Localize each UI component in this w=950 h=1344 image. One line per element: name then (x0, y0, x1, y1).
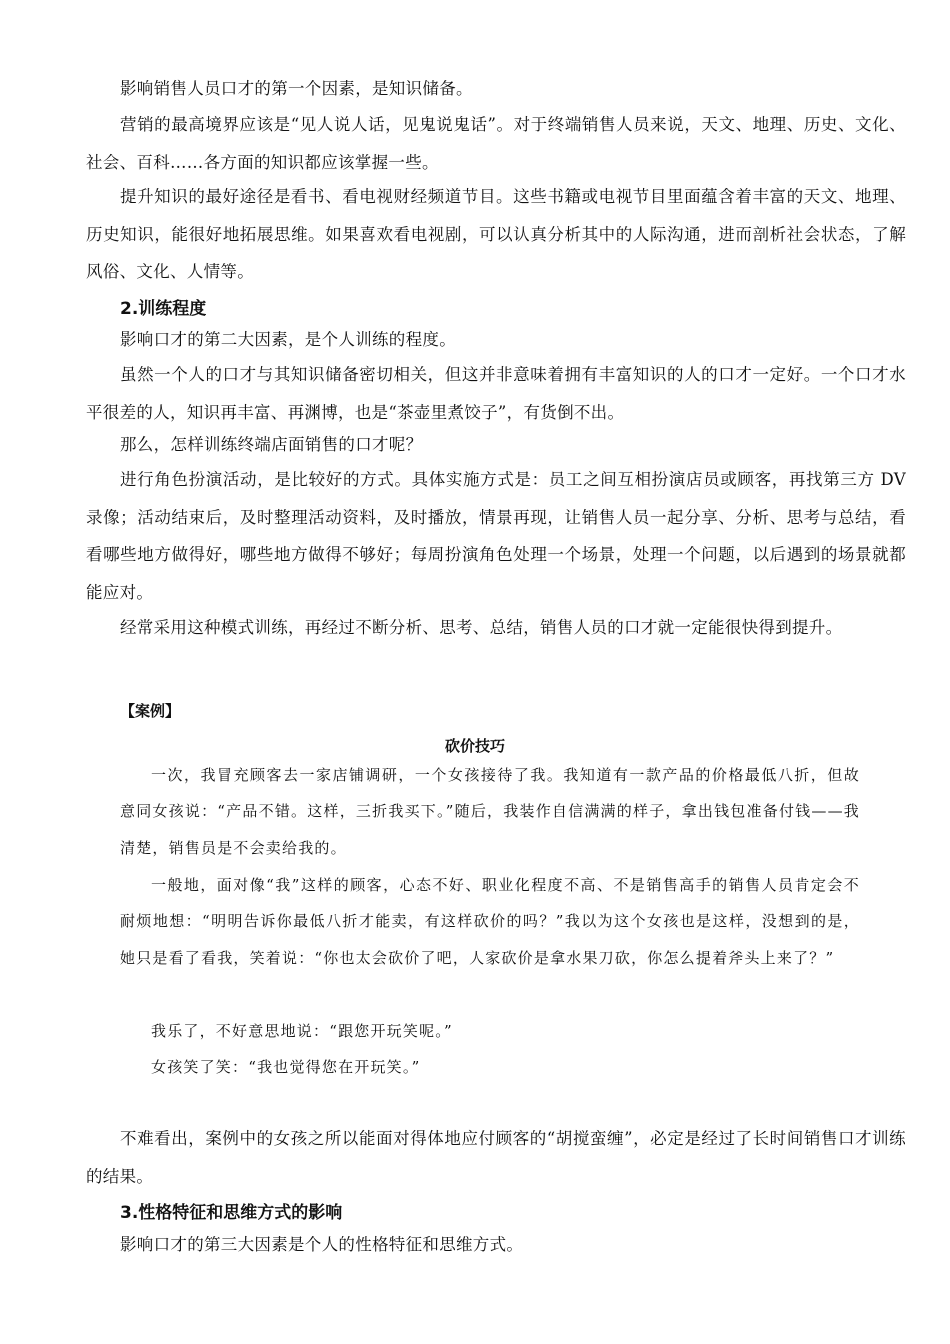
case-label: 【案例】 (120, 702, 181, 720)
paragraph: 经常采用这种模式训练，再经过不断分析、思考、总结，销售人员的口才就一定能很快得到提升。 (120, 618, 843, 637)
paragraph: 营销的最高境界应该是“见人说人话，见鬼说鬼话”。对于终端销售人员来说，天文、地理、历史、文化、社会、百科……各方面的知识都应该掌握一些。 (86, 115, 906, 172)
case-paragraph: 女孩笑了笑：“我也觉得您在开玩笑。” (151, 1058, 421, 1076)
paragraph: 那么，怎样训练终端店面销售的口才呢？ (120, 435, 423, 454)
section-heading: 3.性格特征和思维方式的影响 (120, 1203, 343, 1223)
case-paragraph: 我乐了，不好意思地说：“跟您开玩笑呢。” (151, 1022, 453, 1040)
case-paragraph: 一般地，面对像“我”这样的顾客，心态不好、职业化程度不高、不是销售高手的销售人员肯定会不耐烦地想：“明明告诉你最低八折才能卖，有这样砍价的吗？”我以为这个女孩也是这样，没想到的是，她只是看了看我，笑着说：“你也太会砍价了吧，人家砍价是拿水果刀砍，你怎么提着斧头上来了？” (120, 876, 860, 967)
paragraph: 不难看出，案例中的女孩之所以能面对得体地应付顾客的“胡搅蛮缠”，必定是经过了长时间销售口才训练的结果。 (86, 1129, 906, 1186)
paragraph: 影响口才的第二大因素，是个人训练的程度。 (120, 330, 456, 349)
paragraph: 影响销售人员口才的第一个因素，是知识储备。 (120, 79, 473, 98)
paragraph: 虽然一个人的口才与其知识储备密切相关，但这并非意味着拥有丰富知识的人的口才一定好。一个口才水平很差的人，知识再丰富、再渊博，也是“茶壶里煮饺子”，有货倒不出。 (86, 365, 906, 422)
section-heading: 2.训练程度 (120, 299, 207, 319)
paragraph: 提升知识的最好途径是看书、看电视财经频道节目。这些书籍或电视节目里面蕴含着丰富的天文、地理、历史知识，能很好地拓展思维。如果喜欢看电视剧，可以认真分析其中的人际沟通，进而剖析社会状态，了解风俗、文化、人情等。 (86, 187, 906, 281)
case-paragraph: 一次，我冒充顾客去一家店铺调研，一个女孩接待了我。我知道有一款产品的价格最低八折，但故意同女孩说：“产品不错。这样，三折我买下。”随后，我装作自信满满的样子，拿出钱包准备付钱——我清楚，销售员是不会卖给我的。 (120, 766, 860, 857)
case-title: 砍价技巧 (444, 737, 505, 755)
paragraph: 影响口才的第三大因素是个人的性格特征和思维方式。 (120, 1235, 524, 1254)
paragraph: 进行角色扮演活动，是比较好的方式。具体实施方式是：员工之间互相扮演店员或顾客，再找第三方 DV 录像；活动结束后，及时整理活动资料，及时播放，情景再现，让销售人员一起分享、分析、思考与总结，看看哪些地方做得好，哪些地方做得不够好；每周扮演角色处理一个场景，处理一个问题，以后遇到的场景就都能应对。 (86, 470, 906, 602)
